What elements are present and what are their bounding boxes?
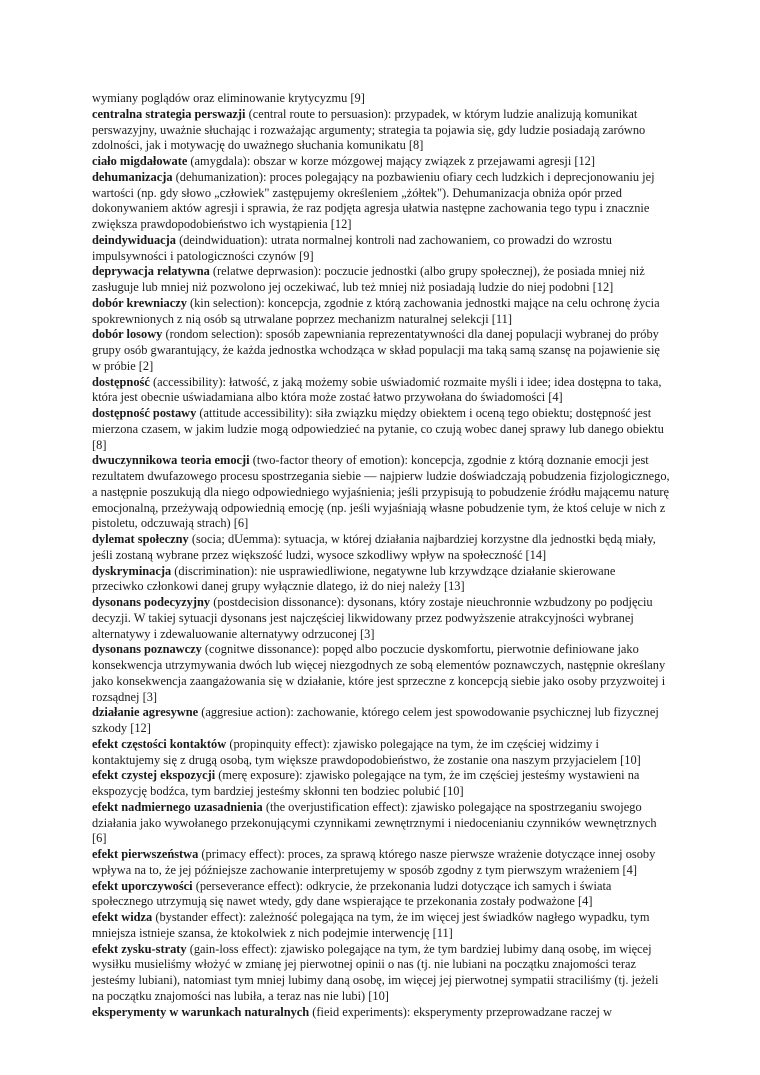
glossary-definition: (deindwiduation): utrata normalnej kontroli nad zachowaniem, co prowadzi do wzrostu impulsywności i patologiczności czynów [9] bbox=[92, 232, 612, 263]
glossary-definition: (fieid experiments): eksperymenty przeprowadzane raczej w bbox=[309, 1004, 612, 1019]
glossary-definition: (two-factor theory of emotion): koncepcja, zgodnie z którą doznanie emocji jest rezultatem dwufazowego procesu spostrzegania siebie — najpierw ludzie doświadczają pobudzenia fizjologicznego, a następnie poszukują dla niego odpowiedniego wyjaśnienia; jeśli przypisują to pobudzenie źródłu mającemu naturę emocjonalną, przeżywają odpowiednią emocję (np. jeśli wyjaśniają własne pobudzenie tym, że ktoś celuje w nich z pistoletu, odczuwają strach) [6] bbox=[92, 453, 670, 531]
glossary-definition: (cognitwe dissonance): popęd albo poczucie dyskomfortu, pierwotnie definiowane jako konsekwencja utrzymywania dwóch lub więcej niezgodnych ze sobą elementów poznawczych, następnie określany jako konsekwencja zaangażowania się w działanie, które jest sprzeczne z koncepcją siebie jako osoby przyzwoitej i rozsądnej [3] bbox=[92, 642, 666, 704]
glossary-definition: (perseverance effect): odkrycie, że przekonania ludzi dotyczące ich samych i świata społecznego utrzymują się nawet wtedy, gdy dane wspierające te przekonania zostały podważone [4] bbox=[92, 878, 612, 909]
glossary-definition: (gain-loss effect): zjawisko polegające na tym, że tym bardziej lubimy daną osobę, im więcej wysiłku musieliśmy włożyć w zmianę jej pierwotnej opinii o nas (tj. nie lubiani na początku znajomości teraz jesteśmy lubiani), natomiast tym mniej lubimy daną osobę, im więcej jej pierwotnej sympatii straciliśmy (tj. jeżeli na początku znajomości nas lubiła, a teraz nas nie lubi) [10] bbox=[92, 941, 659, 1003]
glossary-definition: (discrimination): nie usprawiedliwione, negatywne lub krzywdzące działanie skierowane przeciwko członkowi danej grupy wyłącznie dlatego, iż do niej należy [13] bbox=[92, 563, 616, 594]
glossary-term: ciało migdałowate bbox=[92, 154, 188, 168]
glossary-term: efekt zysku-straty bbox=[92, 941, 187, 956]
glossary-definition: wymiany poglądów oraz eliminowanie krytycyzmu [9] bbox=[92, 91, 365, 105]
glossary-page bbox=[92, 91, 670, 1020]
glossary-entry bbox=[92, 264, 670, 296]
glossary-entry bbox=[92, 453, 670, 532]
glossary-definition: (primacy effect): proces, za sprawą którego nasze pierwsze wrażenie dotyczące innej osoby wpływa na to, że jej późniejsze zachowanie interpretujemy w sposób zgodny z tym pierwszym wrażeniem [4] bbox=[92, 847, 656, 877]
glossary-definition: (merę exposure): zjawisko polegające na tym, że im częściej jesteśmy wystawieni na ekspozycję bodźca, tym bardziej jesteśmy skłonni ten bodziec polubić [10] bbox=[92, 768, 640, 798]
glossary-term: dobór krewniaczy bbox=[92, 295, 187, 310]
glossary-term: dobór losowy bbox=[92, 327, 163, 342]
glossary-term: efekt pierwszeństwa bbox=[92, 847, 199, 861]
glossary-entry bbox=[92, 1005, 670, 1021]
glossary-definition: (relatwe deprwasion): poczucie jednostki (albo grupy społecznej), że posiada mniej niż zasługuje lub mniej niż pozwolono jej oczekiwać, lub też mniej niż posiadają ludzie do niej podobni [12] bbox=[92, 264, 645, 294]
glossary-term: dylemat społeczny bbox=[92, 532, 189, 546]
glossary-definition: (bystander effect): zależność polegająca na tym, że im więcej jest świadków nagłego wypadku, tym mniejsza istnieje szansa, że ktokolwiek z nich podejmie interwencję [11] bbox=[92, 910, 650, 940]
glossary-definition: (attitude accessibility): siła związku między obiektem i oceną tego obiektu; dostępność jest mierzona czasem, w jakim ludzie mogą odpowiedzieć na pytanie, co czują wobec danej sprawy lub danego obiektu [8] bbox=[92, 406, 664, 452]
glossary-entry bbox=[92, 375, 670, 407]
glossary-definition: (dehumanization): proces polegający na pozbawieniu ofiary cech ludzkich i deprecjonowaniu jej wartości (np. gdy słowo „człowiek" zastępujemy określeniem „żółtek"). Dehumanizacja obniża opór przed dokonywaniem aktów agresji i sprawia, że raz podjęta agresja ułatwia następne zachowania tego typu i znacznie zwiększa prawdopodobieństwo ich wystąpienia [12] bbox=[92, 169, 655, 231]
glossary-definition: (propinquity effect): zjawisko polegające na tym, że im częściej widzimy i kontaktujemy się z drugą osobą, tym większe prawdopodobieństwo, że zostanie ona naszym przyjacielem [10] bbox=[92, 736, 641, 767]
glossary-term: efekt częstości kontaktów bbox=[92, 736, 227, 751]
glossary-entry bbox=[92, 107, 670, 154]
glossary-term: dostępność bbox=[92, 374, 150, 389]
glossary-term: efekt nadmiernego uzasadnienia bbox=[92, 799, 263, 814]
glossary-definition: (aggresiue action): zachowanie, którego celem jest spowodowanie psychicznej lub fizycznej szkody [12] bbox=[92, 705, 659, 735]
glossary-term: eksperymenty w warunkach naturalnych bbox=[92, 1004, 310, 1019]
glossary-definition: (postdecision dissonance): dysonans, który zostaje nieuchronnie wzbudzony po podjęciu decyzji. W takiej sytuacji dysonans jest najczęściej likwidowany przez podwyższenie atrakcyjności wybranej alternatywy i zdewaluowanie alternatywy odrzuconej [3] bbox=[92, 595, 653, 641]
glossary-definition: (accessibility): łatwość, z jaką możemy sobie uświadomić rozmaite myśli i idee; idea dostępna to taka, która jest obecnie uświadamiana albo która może zostać łatwo przywołana do świadomości [4] bbox=[92, 374, 662, 405]
glossary-entry bbox=[92, 296, 670, 328]
glossary-definition: (the overjustification effect): zjawisko polegające na spostrzeganiu swojego działania jako wywołanego przekonującymi czynnikami zewnętrznymi i niedocenianiu czynników wewnętrznych [6] bbox=[92, 799, 657, 846]
glossary-term: dostępność postawy bbox=[92, 406, 197, 420]
glossary-term: dysonans poznawczy bbox=[92, 642, 202, 657]
glossary-entry bbox=[92, 91, 670, 107]
glossary-term: centralna strategia perswazji bbox=[92, 106, 246, 121]
glossary-entry bbox=[92, 406, 670, 453]
glossary-entry bbox=[92, 768, 670, 800]
glossary-term: efekt widza bbox=[92, 910, 153, 924]
glossary-entry bbox=[92, 705, 670, 737]
glossary-definition: (central route to persuasion): przypadek, w którym ludzie analizują komunikat perswazyjny, uważnie słuchając i rozważając argumenty; strategia ta pojawia się, gdy ludzie posiadają zarówno zdolności, jak i motywację do uważnego słuchania komunikatu [8] bbox=[92, 106, 646, 153]
glossary-entry bbox=[92, 910, 670, 942]
glossary-term: dehumanizacja bbox=[92, 169, 173, 184]
glossary-entry bbox=[92, 879, 670, 911]
glossary-term: efekt uporczywości bbox=[92, 878, 193, 893]
glossary-definition: (kin selection): koncepcja, zgodnie z którą zachowania jednostki mające na celu ochronę życia spokrewnionych z nią osób są utrwalane poprzez mechanizm naturalnej selekcji [11] bbox=[92, 295, 660, 326]
glossary-term: dysonans podecyzyjny bbox=[92, 595, 211, 609]
glossary-definition: (rondom selection): sposób zapewniania reprezentatywności dla danej populacji wybranej do próby grupy osób gwarantujący, że każda jednostka wchodząca w skład populacji ma taką samą szansę na pojawienie się w próbie [2] bbox=[92, 327, 660, 373]
glossary-entry bbox=[92, 532, 670, 564]
glossary-definition: (socia; dUemma): sytuacja, w której działania najbardziej korzystne dla jednostki będą miały, jeśli zostaną wybrane przez większość ludzi, wysoce szkodliwy wpływ na społeczność [14] bbox=[92, 532, 656, 562]
glossary-term: dyskryminacja bbox=[92, 563, 172, 578]
glossary-entry bbox=[92, 564, 670, 596]
glossary-entry bbox=[92, 942, 670, 1005]
glossary-definition: (amygdala): obszar w korze mózgowej mający związek z przejawami agresji [12] bbox=[187, 154, 595, 168]
glossary-entry bbox=[92, 154, 670, 170]
glossary-entry bbox=[92, 233, 670, 265]
glossary-term: deindywiduacja bbox=[92, 232, 176, 247]
glossary-entry bbox=[92, 737, 670, 769]
glossary-term: dwuczynnikowa teoria emocji bbox=[92, 453, 250, 468]
glossary-entry bbox=[92, 642, 670, 705]
glossary-entry bbox=[92, 847, 670, 879]
glossary-entry bbox=[92, 327, 670, 374]
glossary-entry bbox=[92, 170, 670, 233]
glossary-entry bbox=[92, 800, 670, 847]
glossary-entry bbox=[92, 595, 670, 642]
glossary-term: działanie agresywne bbox=[92, 705, 199, 720]
glossary-term: deprywacja relatywna bbox=[92, 264, 210, 279]
glossary-term: efekt czystej ekspozycji bbox=[92, 768, 216, 783]
